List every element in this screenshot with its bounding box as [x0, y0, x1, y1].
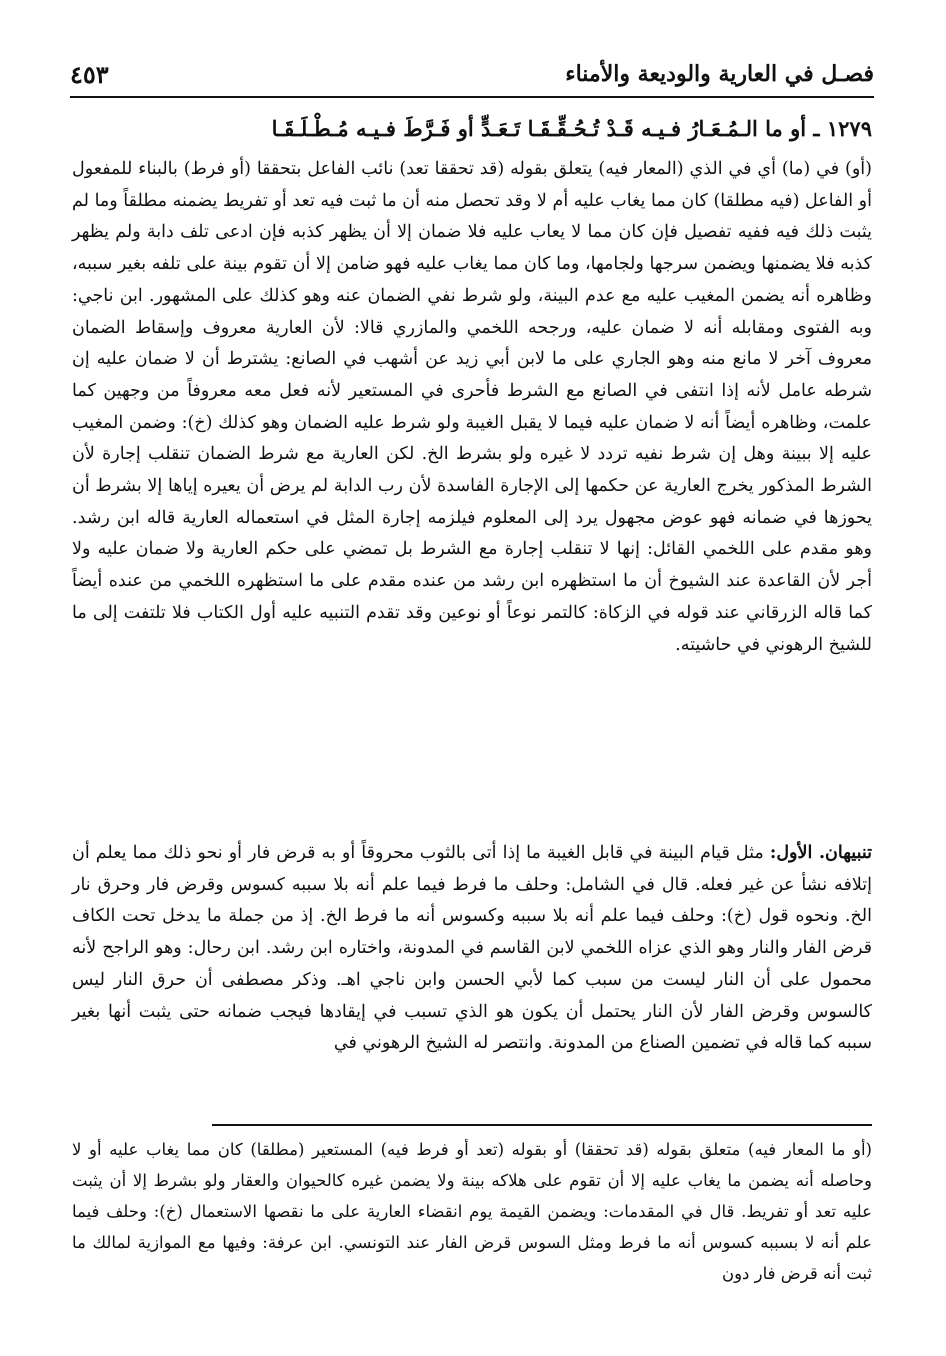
note-text: مثل قيام البينة في قابل الغيبة ما إذا أتى بالثوب محروقاً أو به قرض فار أو نحو ذلك مما يعلم أن إتلافه نشأ عن غير فعله. قال في الشامل: وحلف ما فرط فيما علم أنه بلا سببه كسوس وقرض فار وحرق نار الخ. ونحوه قول (خ): وحلف فيما علم أنه بلا سببه وكسوس أنه ما فرط الخ. إذ من جملة ما يدخل تحت الكاف قرض الفار والنار وهو الذي عزاه اللخمي لابن القاسم في المدونة، واختاره ابن رشد. ابن رحال: وهو الراجح لأنه محمول على أن النار ليست من سبب كما لأبي الحسن وابن ناجي اهـ. وذكر مصطفى أن حرق النار ليس كالسوس وقرض الفار لأن النار يحتمل أن يكون هو الذي تسبب في إيقادها فيجب ضمانه حتى يثبت أنها بغير سببه كما قاله في تضمين الصناع من المدونة. وانتصر له الشيخ الرهوني في — [72, 843, 872, 1054]
commentary-text — [72, 154, 872, 661]
page-header — [70, 55, 874, 93]
note-paragraph — [72, 838, 872, 1060]
page-number: ٤٥٣ — [70, 59, 109, 89]
poem-verse: ١٢٧٩ ـ أو ما الـمُـعَـارُ فـيـه قَـدْ تُـحُـقِّـقَـا تَـعَـدٍّ أو فَـرَّطَ فـيـه مُـطْـلَـقَـا — [271, 115, 872, 141]
footnote-text: (أو ما المعار فيه) متعلق بقوله (قد تحققا) أو بقوله (تعد أو فرط فيه) المستعير (مطلقا) كان مما يغاب عليه أو لا وحاصله أنه يضمن ما يغاب عليه إلا أن تقوم على هلاكه بينة ولا يضمن غيره كالحيوان والعقار ولو بشرط إلا أن يثبت عليه تعد أو تفريط. قال في المقدمات: ويضمن القيمة يوم انقضاء العارية على ما نقصها الاستعمال (خ): وحلف فيما علم أنه لا بسببه كسوس أنه ما فرط ومثل السوس قرض الفار عند التونسي. ابن عرفة: وفيها مع الموازية لمالك ما ثبت أنه قرض فار دون — [72, 1140, 872, 1283]
chapter-title: فصـل في العارية والوديعة والأمناء — [565, 61, 874, 87]
header-rule — [70, 96, 874, 98]
note-label: تنبيهان. الأول: — [769, 843, 872, 863]
footnote-rule — [212, 1124, 872, 1126]
commentary-paragraph: (أو) في (ما) أي في الذي (المعار فيه) يتعلق بقوله (قد تحققا تعد) نائب الفاعل بتحققا (أو فرط) بالبناء للمفعول أو الفاعل (فيه مطلقا) كان مما يغاب عليه أم لا وقد تحصل منه أن ما ثبت فيه تعد أو تفريط يضمنه مطلقاً وما لم يثبت ذلك فيه ففيه تفصيل فإن كان مما لا يعاب عليه فلا ضمان إلا أن يظهر كذبه فإن ادعى تلف دابة ولم يظهر كذبه فلا يضمنها ويضمن سرجها ولجامها، وما كان مما يغاب عليه فهو ضامن إلا أن تقوم بينة على تلفه بغير سببه، وظاهره أنه يضمن المغيب عليه مع عدم البينة، ولو شرط نفي الضمان عنه وهو كذلك على المشهور. ابن ناجي: وبه الفتوى ومقابله أنه لا ضمان عليه، ورجحه اللخمي والمازري قالا: لأن العارية معروف وإسقاط الضمان معروف آخر لا مانع منه وهو الجاري على ما لابن أبي زيد عن أشهب في الصانع: يشترط أن لا ضمان عليه إن شرطه عامل لأنه إذا انتفى في الصانع مع الشرط فأحرى في المستعير لأنه فعل معه معروفاً من وجهين كما علمت، وظاهره أيضاً أنه لا ضمان عليه فيما لا يقبل الغيبة ولو شرط عليه الضمان وهو كذلك (خ): وضمن المغيب عليه إلا ببينة وهل إن شرط نفيه تردد لا غيره ولو بشرط الخ. لكن العارية مع شرط الضمان تنقلب إجارة لأن الشرط المذكور يخرج العارية عن حكمها إلى الإجارة الفاسدة لأن رب الدابة لم يرض أن يعيره إياها إلا بشرط أن يحوزها في ضمانه فهو عوض مجهول يرد إلى المعلوم فيلزمه إجارة المثل في استعماله العارية قاله ابن رشد. وهو مقدم على اللخمي القائل: إنها لا تنقلب إجارة مع الشرط بل تمضي على حكم العارية ولا ضمان عليه ولا أجر لأن القاعدة عند الشيوخ أن ما استظهره ابن رشد من عنده مقدم على ما استظهره اللخمي من عنده أيضاً كما قاله الزرقاني عند قوله في الزكاة: كالتمر نوعاً أو نوعين وقد تقدم التنبيه عليه أول الكتاب فلا تلتفت إلى ما للشيخ الرهوني في حاشيته. — [72, 159, 872, 655]
